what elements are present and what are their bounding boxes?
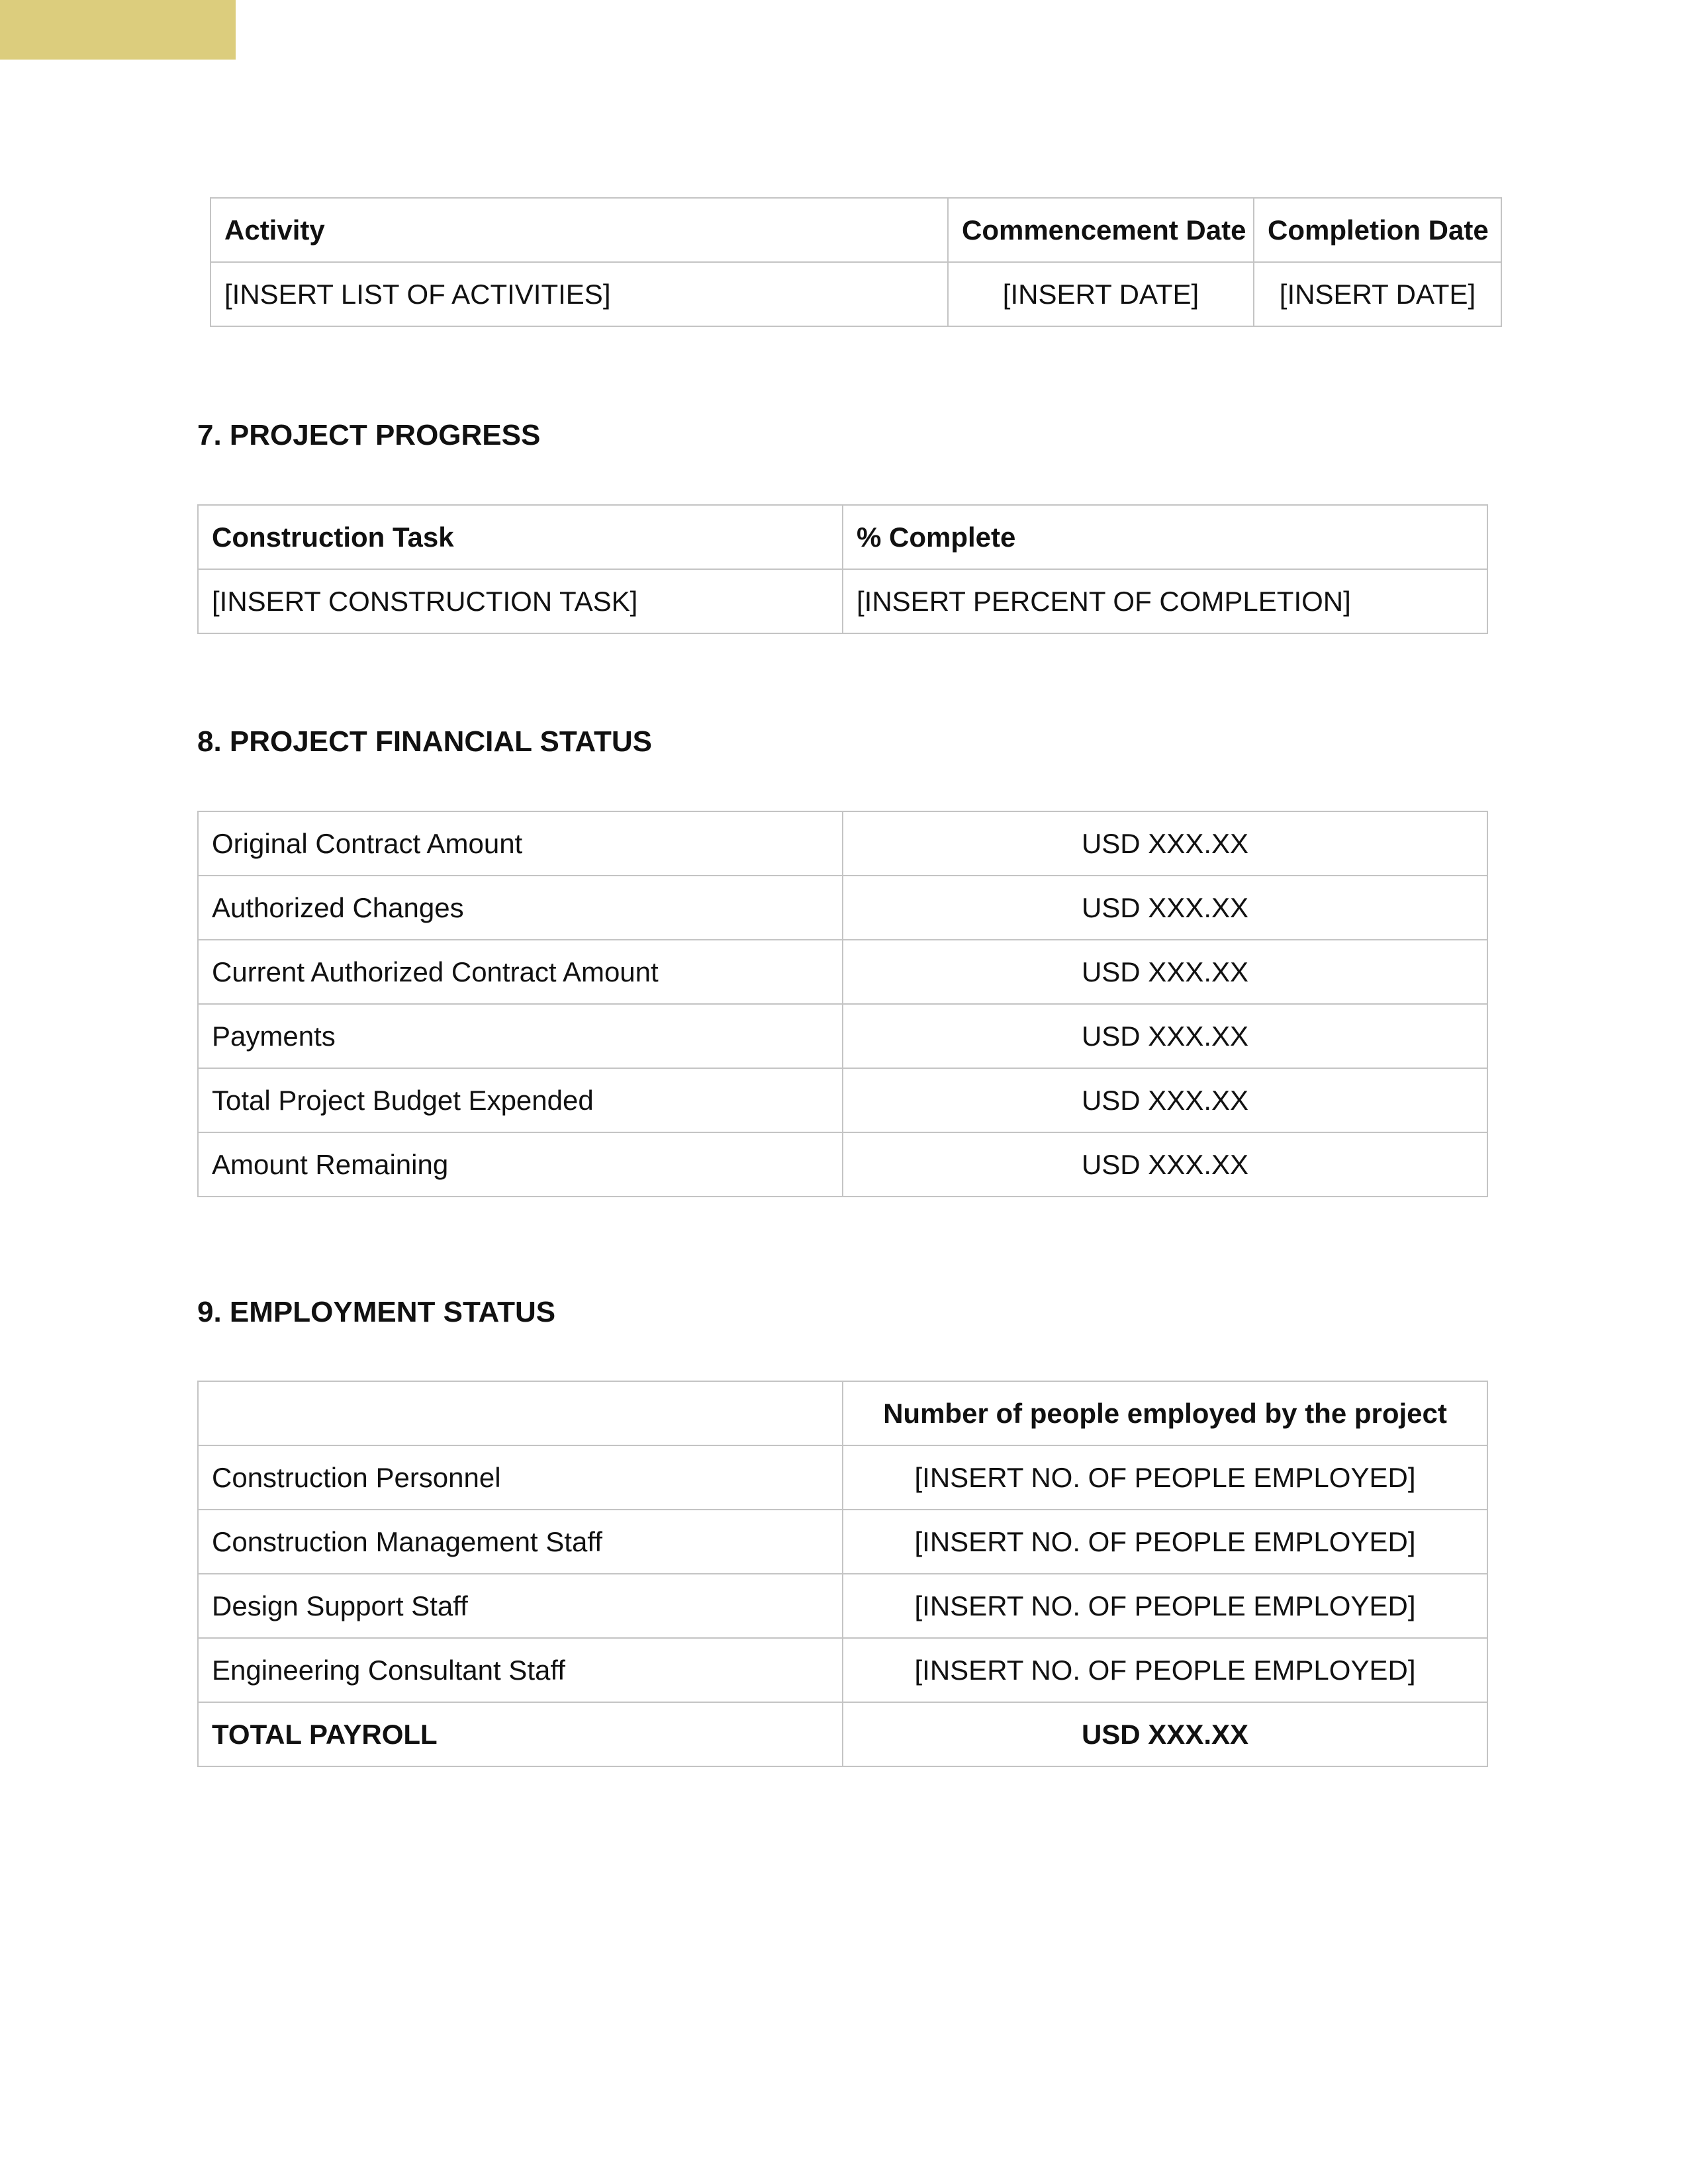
section-heading-employment-status: 9. EMPLOYMENT STATUS [197, 1296, 556, 1328]
people-employed-cell: [INSERT NO. OF PEOPLE EMPLOYED] [843, 1445, 1487, 1510]
column-header-empty [198, 1381, 843, 1445]
staff-category-label: Construction Management Staff [198, 1510, 843, 1574]
construction-task-cell: [INSERT CONSTRUCTION TASK] [198, 569, 843, 633]
total-payroll-amount: USD XXX.XX [843, 1702, 1487, 1766]
table-row [198, 1004, 1487, 1068]
people-employed-cell: [INSERT NO. OF PEOPLE EMPLOYED] [843, 1510, 1487, 1574]
completion-date-cell: [INSERT DATE] [1254, 262, 1501, 326]
financial-item-amount: USD XXX.XX [843, 811, 1487, 876]
financial-item-label: Authorized Changes [198, 876, 843, 940]
column-header-construction-task: Construction Task [198, 505, 843, 569]
staff-category-label: Engineering Consultant Staff [198, 1638, 843, 1702]
staff-category-label: Construction Personnel [198, 1445, 843, 1510]
table-row [198, 1068, 1487, 1132]
table-row [198, 940, 1487, 1004]
project-progress-table [197, 504, 1488, 634]
employment-status-table [197, 1381, 1488, 1767]
financial-item-label: Amount Remaining [198, 1132, 843, 1197]
table-header-row [198, 1381, 1487, 1445]
section-heading-project-progress: 7. PROJECT PROGRESS [197, 419, 541, 451]
column-header-percent-complete: % Complete [843, 505, 1487, 569]
column-header-activity: Activity [211, 198, 948, 262]
financial-item-label: Current Authorized Contract Amount [198, 940, 843, 1004]
financial-item-amount: USD XXX.XX [843, 1132, 1487, 1197]
total-row [198, 1702, 1487, 1766]
financial-item-label: Payments [198, 1004, 843, 1068]
financial-item-amount: USD XXX.XX [843, 1004, 1487, 1068]
table-row [198, 1574, 1487, 1638]
column-header-commencement-date: Commencement Date [948, 198, 1254, 262]
activity-schedule-table [210, 197, 1502, 327]
total-payroll-label: TOTAL PAYROLL [198, 1702, 843, 1766]
financial-item-amount: USD XXX.XX [843, 1068, 1487, 1132]
financial-item-label: Original Contract Amount [198, 811, 843, 876]
column-header-people-employed: Number of people employed by the project [843, 1381, 1487, 1445]
table-row [198, 569, 1487, 633]
table-row [198, 876, 1487, 940]
financial-item-label: Total Project Budget Expended [198, 1068, 843, 1132]
table-row [198, 1132, 1487, 1197]
table-row [198, 811, 1487, 876]
table-row [198, 1638, 1487, 1702]
percent-complete-cell: [INSERT PERCENT OF COMPLETION] [843, 569, 1487, 633]
table-row [211, 262, 1501, 326]
section-heading-financial-status: 8. PROJECT FINANCIAL STATUS [197, 725, 652, 758]
financial-status-table [197, 811, 1488, 1197]
table-row [198, 1445, 1487, 1510]
table-header-row [198, 505, 1487, 569]
staff-category-label: Design Support Staff [198, 1574, 843, 1638]
activity-cell: [INSERT LIST OF ACTIVITIES] [211, 262, 948, 326]
commencement-date-cell: [INSERT DATE] [948, 262, 1254, 326]
people-employed-cell: [INSERT NO. OF PEOPLE EMPLOYED] [843, 1574, 1487, 1638]
table-row [198, 1510, 1487, 1574]
financial-item-amount: USD XXX.XX [843, 940, 1487, 1004]
financial-item-amount: USD XXX.XX [843, 876, 1487, 940]
table-header-row [211, 198, 1501, 262]
corner-accent-bar [0, 0, 236, 60]
people-employed-cell: [INSERT NO. OF PEOPLE EMPLOYED] [843, 1638, 1487, 1702]
column-header-completion-date: Completion Date [1254, 198, 1501, 262]
